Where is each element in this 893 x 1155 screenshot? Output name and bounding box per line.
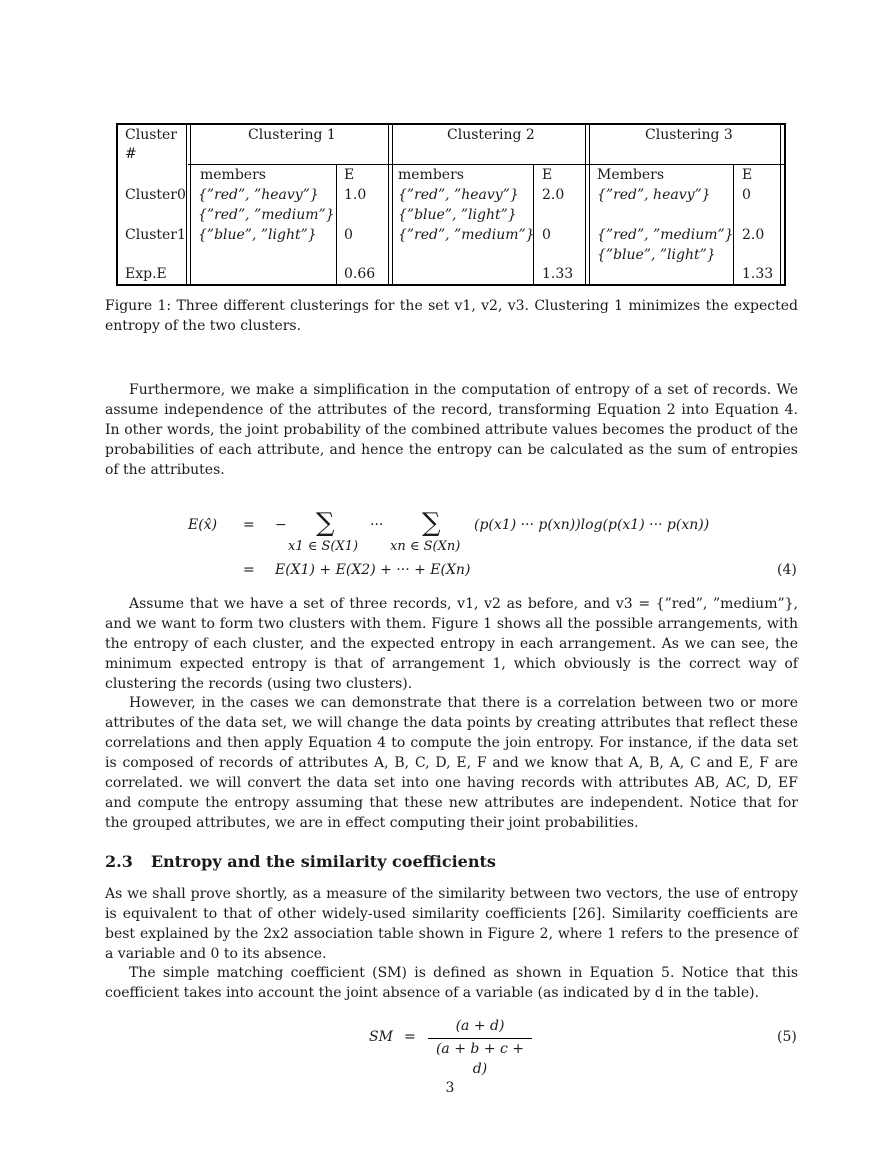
entropy-cell: 1.33 xyxy=(542,266,574,282)
sum-icon: ∑ xyxy=(316,508,335,538)
sum-icon: ∑ xyxy=(422,508,441,538)
header-hash: # xyxy=(125,146,137,162)
eq5-lhs: SM xyxy=(369,1029,393,1045)
subheader-e-1: E xyxy=(344,167,355,183)
members-cell: {”red”, ”medium”} xyxy=(398,227,535,243)
eq5-number: (5) xyxy=(777,1029,797,1045)
clustering-table xyxy=(116,123,786,286)
figure-caption: Figure 1: Three different clusterings for the set v1, v2, v3. Clustering 1 minimizes the expected entropy of the two clusters. xyxy=(105,298,798,334)
entropy-cell: 0 xyxy=(742,187,751,203)
entropy-cell: 1.33 xyxy=(742,266,774,282)
eq4-sum1-sub: x1 ∈ S(X1) xyxy=(288,539,359,554)
eq4-number: (4) xyxy=(777,562,797,578)
subheader-e-3: E xyxy=(742,167,753,183)
members-cell: {”blue”, ”light”} xyxy=(198,227,317,243)
members-cell: {”blue”, ”light”} xyxy=(597,247,716,263)
paragraph-simple-matching: The simple matching coefficient (SM) is defined as shown in Equation 5. Notice that this coefficient takes into account the joint absence of a variable (as indicated by d in the table). xyxy=(105,965,798,1001)
members-cell: {”red”, ”medium”} xyxy=(597,227,734,243)
entropy-cell: 0.66 xyxy=(344,266,376,282)
eq4-line2: E(X1) + E(X2) + ··· + E(Xn) xyxy=(275,562,471,578)
subheader-members-2: members xyxy=(398,167,464,183)
header-cluster: Cluster xyxy=(125,127,177,143)
members-cell: {”red”, heavy”} xyxy=(597,187,711,203)
eq4-body: (p(x1) ··· p(xn))log(p(x1) ··· p(xn)) xyxy=(474,517,710,533)
row-name: Cluster0 xyxy=(125,187,186,203)
entropy-cell: 1.0 xyxy=(344,187,367,203)
eq4-sum2-sub: xn ∈ S(Xn) xyxy=(390,539,461,554)
eq5-equals: = xyxy=(404,1029,416,1045)
entropy-cell: 2.0 xyxy=(742,227,765,243)
members-cell: {”red”, ”medium”} xyxy=(198,207,335,223)
paragraph-correlation: However, in the cases we can demonstrate that there is a correlation between two or more attributes of the data set, we will change the data points by creating attributes that reflect these correlations and then apply Equation 4 to compute the join entropy. For instance, if the data set is composed of records of attributes A, B, C, D, E, F and we know that A, B, A, C and E, F are correlated. we will convert the data set into one having records with attributes AB, AC, D, EF and compute the entropy assuming that these new attributes are independent. Notice that for the grouped attributes, we are in effect computing their joint probabilities. xyxy=(105,695,798,831)
header-clustering-2: Clustering 2 xyxy=(447,127,535,143)
eq4-minus: − xyxy=(275,517,287,533)
subheader-members-1: members xyxy=(200,167,266,183)
paragraph-independence: Furthermore, we make a simplification in the computation of entropy of a set of records. We assume independence of the attributes of the record, transforming Equation 2 into Equation 4. In other words, the joint probability of the combined attribute values becomes the product of the probabilities of each attribute, and hence the entropy can be calculated as the sum of entropies of the attributes. xyxy=(105,382,798,478)
eq5-numerator: (a + d) xyxy=(455,1018,505,1034)
members-cell: {”blue”, ”light”} xyxy=(398,207,517,223)
eq4-dots: ··· xyxy=(370,517,384,533)
entropy-cell: 0 xyxy=(542,227,551,243)
members-cell: {”red”, ”heavy”} xyxy=(198,187,319,203)
entropy-cell: 0 xyxy=(344,227,353,243)
row-name: Cluster1 xyxy=(125,227,186,243)
paragraph-similarity: As we shall prove shortly, as a measure of the similarity between two vectors, the use of entropy is equivalent to that of other widely-used similarity coefficients [26]. Similarity coefficients are best explained by the 2x2 association table shown in Figure 2, where 1 refers to the presence of a variable and 0 to its absence. xyxy=(105,886,798,962)
section-heading: 2.3 Entropy and the similarity coefficients xyxy=(105,852,496,871)
eq4-lhs: E(x̂) xyxy=(188,517,218,533)
entropy-cell: 2.0 xyxy=(542,187,565,203)
eq4-equals-2: = xyxy=(243,562,255,578)
header-clustering-3: Clustering 3 xyxy=(645,127,733,143)
members-cell: {”red”, ”heavy”} xyxy=(398,187,519,203)
subheader-members-3: Members xyxy=(597,167,665,183)
eq4-equals: = xyxy=(243,517,255,533)
eq5-denominator: (a + b + c + d) xyxy=(435,1041,525,1077)
row-name: Exp.E xyxy=(125,266,167,282)
subheader-e-2: E xyxy=(542,167,553,183)
page-number: 3 xyxy=(445,1080,455,1096)
header-clustering-1: Clustering 1 xyxy=(248,127,336,143)
paragraph-three-records: Assume that we have a set of three records, v1, v2 as before, and v3 = {”red”, ”medium”}, and we want to form two clusters with them. Figure 1 shows all the possible arrangements, with the entropy of each cluster, and the expected entropy in each arrangement. As we can see, the minimum expected entropy is that of arrangement 1, which obviously is the correct way of clustering the records (using two clusters). xyxy=(105,596,798,692)
